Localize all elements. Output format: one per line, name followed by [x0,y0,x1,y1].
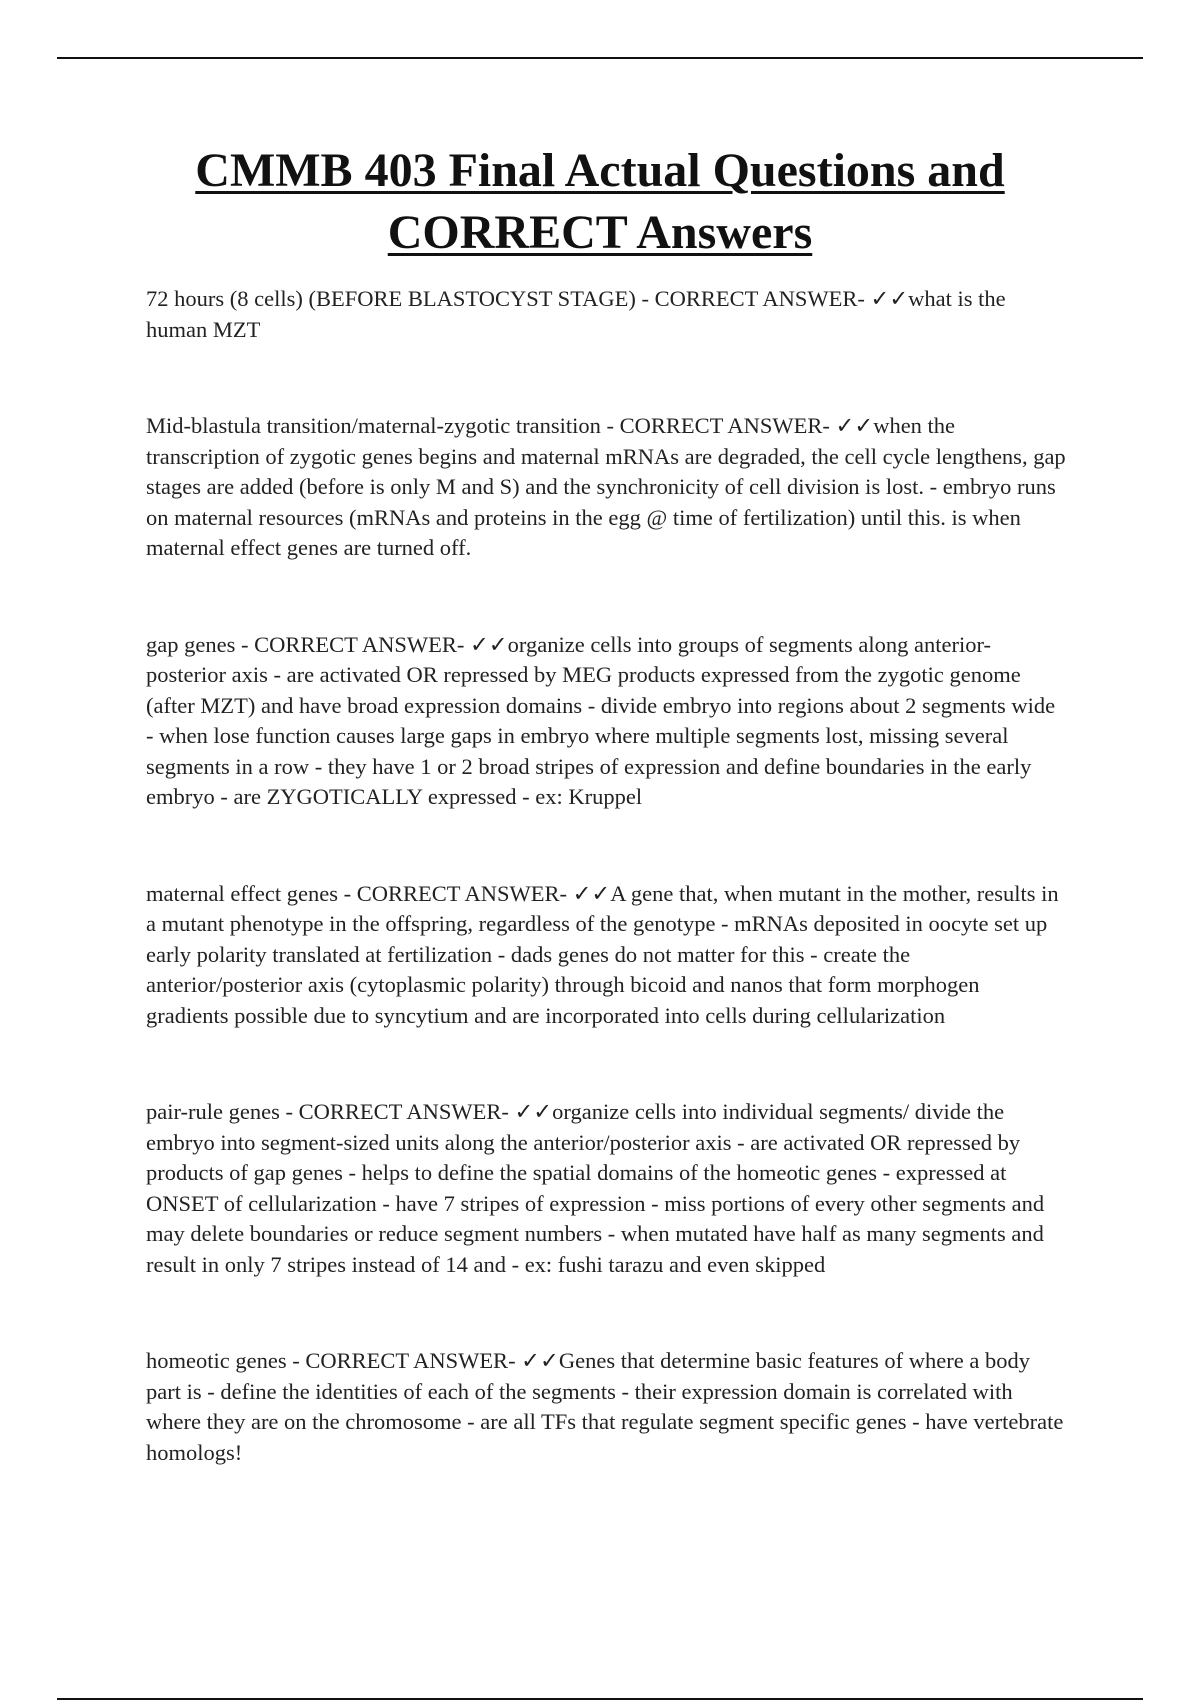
qa-entry-pair-rule-genes: pair-rule genes - CORRECT ANSWER- ✓✓organize cells into individual segments/ divide the embryo into segment-sized units along the anterior/posterior axis - are activated OR repressed by products of gap genes - helps to define the spatial domains of the homeotic genes - expressed at ONSET of cellularization - have 7 stripes of expression - miss portions of every other segments and may delete boundaries or reduce segment numbers - when mutated have half as many segments and result in only 7 stripes instead of 14 and - ex: fushi tarazu and even skipped [146,1099,1045,1277]
qa-entries [146,284,1066,1468]
top-rule [57,57,1143,59]
title-line-1: CMMB 403 Final Actual Questions and [195,144,1005,197]
qa-entry-homeotic-genes: homeotic genes - CORRECT ANSWER- ✓✓Genes that determine basic features of where a body part is - define the identities of each of the segments - their expression domain is correlated with where they are on the chromosome - are all TFs that regulate segment specific genes - have vertebrate homologs! [146,1348,1064,1465]
title-line-2: CORRECT Answers [387,206,813,259]
qa-entry-maternal-effect-genes: maternal effect genes - CORRECT ANSWER- ✓✓A gene that, when mutant in the mother, results in a mutant phenotype in the offspring, regardless of the genotype - mRNAs deposited in oocyte set up early polarity translated at fertilization - dads genes do not matter for this - create the anterior/posterior axis (cytoplasmic polarity) through bicoid and nanos that form morphogen gradients possible due to syncytium and are incorporated into cells during cellularization [146,880,1059,1028]
qa-entry-mid-blastula-transition: Mid-blastula transition/maternal-zygotic transition - CORRECT ANSWER- ✓✓when the transcription of zygotic genes begins and maternal mRNAs are degraded, the cell cycle lengthens, gap stages are added (before is only M and S) and the synchronicity of cell division is lost. - embryo runs on maternal resources (mRNAs and proteins in the egg @ time of fertilization) until this. is when maternal effect genes are turned off. [146,413,1066,560]
qa-entry-mzt: 72 hours (8 cells) (BEFORE BLASTOCYST STAGE) - CORRECT ANSWER- ✓✓what is the human MZT [146,286,1006,342]
document-title [100,140,1100,264]
qa-entry-gap-genes: gap genes - CORRECT ANSWER- ✓✓organize cells into groups of segments along anterior-posterior axis - are activated OR repressed by MEG products expressed from the zygotic genome (after MZT) and have broad expression domains - divide embryo into regions about 2 segments wide - when lose function causes large gaps in embryo where multiple segments lost, missing several segments in a row - they have 1 or 2 broad stripes of expression and define boundaries in the early embryo - are ZYGOTICALLY expressed - ex: Kruppel [146,631,1056,809]
